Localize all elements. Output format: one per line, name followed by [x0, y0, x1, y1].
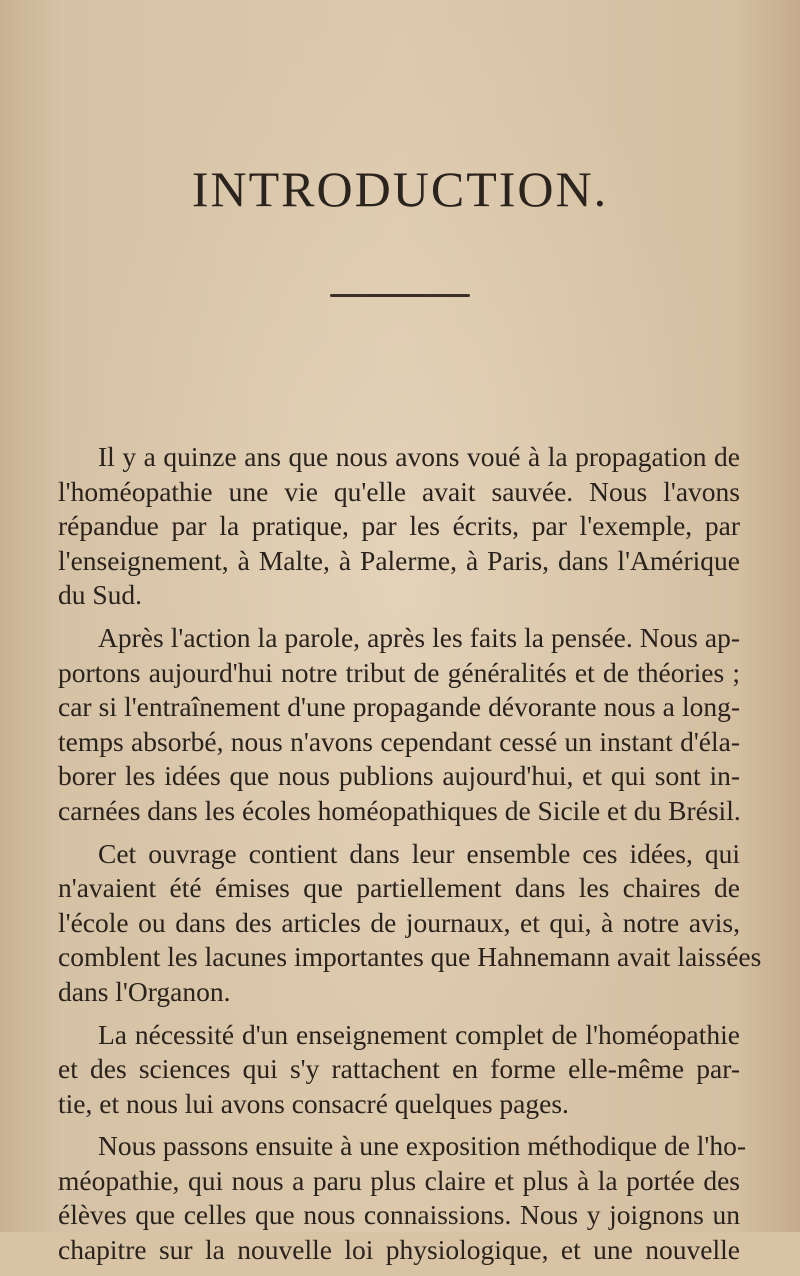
- text-line: élèves que celles que nous connaissions. Nous y joignons un: [58, 1199, 740, 1231]
- text-line: méopathie, qui nous a paru plus claire et plus à la portée des: [58, 1164, 740, 1196]
- paragraph-2: [58, 621, 740, 829]
- text-line: l'école ou dans des articles de journaux, et qui, à notre avis,: [58, 906, 740, 938]
- text-line: Il y a quinze ans que nous avons voué à la propagation de: [98, 441, 740, 472]
- text-line: dans l'Organon.: [58, 975, 231, 1007]
- body-text: [58, 440, 762, 1276]
- text-line: temps absorbé, nous n'avons cependant cessé un instant d'éla-: [58, 725, 740, 757]
- paragraph-4: [58, 1018, 740, 1122]
- text-line: répandue par la pratique, par les écrits, par l'exemple, par: [58, 510, 740, 542]
- text-line: l'homéopathie une vie qu'elle avait sauvée. Nous l'avons: [58, 475, 740, 507]
- text-line: chapitre sur la nouvelle loi physiologique, et une nouvelle: [58, 1234, 740, 1266]
- paragraph-5: [58, 1129, 747, 1267]
- paragraph-3: [58, 837, 762, 1010]
- text-line: portons aujourd'hui notre tribut de généralités et de théories ;: [58, 656, 740, 688]
- text-line: tie, et nous lui avons consacré quelques pages.: [58, 1087, 569, 1119]
- text-line: du Sud.: [58, 579, 143, 611]
- chapter-title: INTRODUCTION.: [191, 161, 609, 217]
- text-line: Après l'action la parole, après les faits la pensée. Nous ap-: [98, 621, 740, 653]
- text-line: borer les idées que nous publions aujourd'hui, et qui sont in-: [58, 760, 740, 792]
- text-line: car si l'entraînement d'une propagande dévorante nous a long-: [58, 691, 740, 723]
- text-line: et des sciences qui s'y rattachent en forme elle-même par-: [58, 1053, 740, 1085]
- text-line: Cet ouvrage contient dans leur ensemble ces idées, qui: [98, 837, 740, 869]
- text-line: l'enseignement, à Malte, à Palerme, à Paris, dans l'Amérique: [58, 544, 740, 576]
- text-line: n'avaient été émises que partiellement dans les chaires de: [58, 872, 740, 904]
- paragraph-1: [58, 440, 740, 613]
- text-line: Nous passons ensuite à une exposition méthodique de l'ho-: [98, 1130, 747, 1162]
- text-line: comblent les lacunes importantes que Hahnemann avait laissées: [58, 941, 762, 973]
- title-divider: [330, 294, 470, 297]
- text-line: La nécessité d'un enseignement complet de l'homéopathie: [98, 1018, 740, 1050]
- text-line: carnées dans les écoles homéopathiques de Sicile et du Brésil.: [58, 794, 741, 826]
